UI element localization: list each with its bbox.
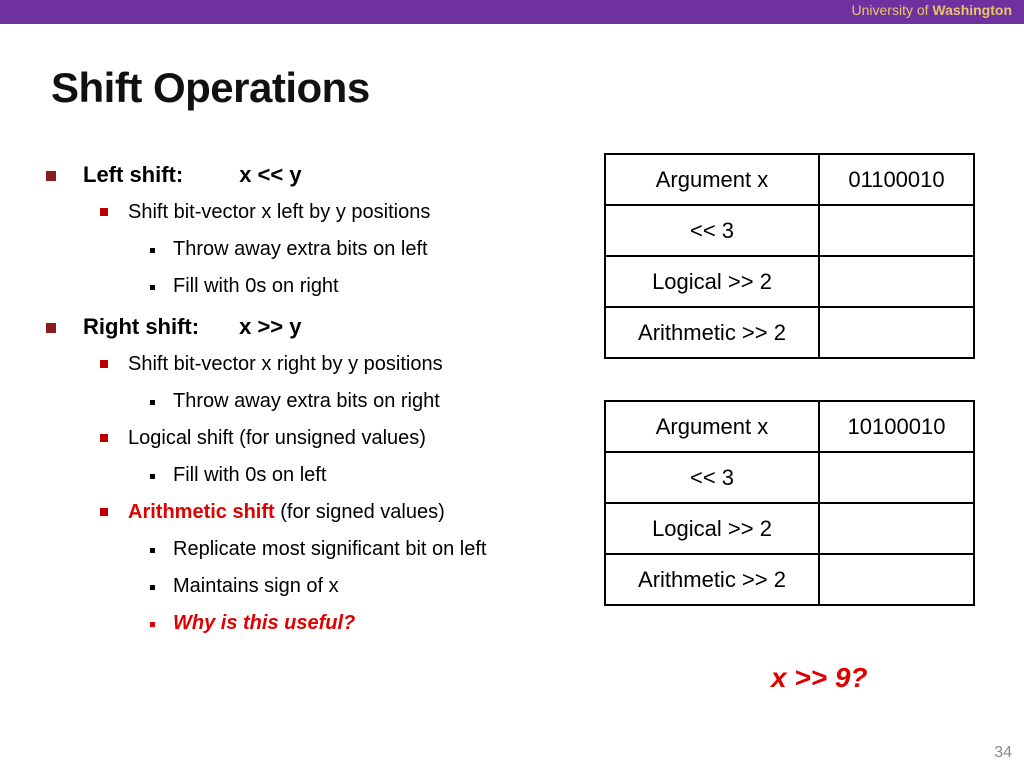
table-cell-value [819, 256, 974, 307]
table-cell-label: Argument x [605, 401, 819, 452]
sub-sub-bullet-left-b: Fill with 0s on right [173, 275, 339, 297]
sub-sub-bullet-arith-c: Why is this useful? [173, 612, 356, 634]
table-cell-label: Argument x [605, 154, 819, 205]
sub-bullet-left: Shift bit-vector x left by y positions [128, 201, 431, 223]
table-cell-value [819, 205, 974, 256]
table-row [605, 452, 974, 503]
sub-bullet-marker [100, 360, 108, 368]
university-prefix: University of [851, 2, 929, 18]
bullet-marker [46, 323, 56, 333]
sub-sub-bullet-marker [150, 248, 155, 253]
table-cell-label: << 3 [605, 205, 819, 256]
right-shift-label: Right shift: [83, 314, 200, 339]
table-cell-value: 01100010 [819, 154, 974, 205]
table-row [605, 307, 974, 358]
table-cell-label: Logical >> 2 [605, 256, 819, 307]
sub-sub-bullet-arith-b: Maintains sign of x [173, 575, 339, 597]
slide-title: Shift Operations [51, 64, 370, 111]
bullet-marker [46, 171, 56, 181]
sub-bullet-marker [100, 434, 108, 442]
left-shift-expr: x << y [239, 162, 302, 187]
table-row [605, 401, 974, 452]
sub-bullet-logical: Logical shift (for unsigned values) [128, 427, 426, 449]
table-cell-label: << 3 [605, 452, 819, 503]
sub-sub-bullet-marker [150, 474, 155, 479]
sub-sub-bullet-arith-a: Replicate most significant bit on left [173, 538, 487, 560]
table-cell-value [819, 503, 974, 554]
sub-sub-bullet-right-a: Throw away extra bits on right [173, 390, 440, 412]
question-text: x >> 9? [771, 662, 868, 693]
page-number: 34 [994, 744, 1012, 761]
sub-sub-bullet-marker [150, 548, 155, 553]
university-logo-text [852, 2, 1013, 18]
table-cell-value [819, 307, 974, 358]
sub-sub-bullet-marker [150, 622, 155, 627]
sub-bullet-right: Shift bit-vector x right by y positions [128, 353, 443, 375]
arithmetic-shift-label: Arithmetic shift [128, 501, 275, 523]
sub-bullet-arithmetic [128, 501, 445, 524]
shift-table-1 [604, 153, 975, 359]
table-cell-label: Logical >> 2 [605, 503, 819, 554]
arithmetic-shift-rest: (for signed values) [280, 501, 445, 523]
table-cell-value [819, 452, 974, 503]
right-shift-expr: x >> y [239, 314, 302, 339]
left-shift-label: Left shift: [83, 162, 184, 187]
university-name: Washington [932, 2, 1012, 18]
bullet-left-shift [83, 162, 302, 188]
sub-sub-bullet-left-a: Throw away extra bits on left [173, 238, 428, 260]
sub-sub-bullet-marker [150, 285, 155, 290]
table-cell-label: Arithmetic >> 2 [605, 307, 819, 358]
table-cell-value: 10100010 [819, 401, 974, 452]
sub-sub-bullet-logical-a: Fill with 0s on left [173, 464, 327, 486]
table-row [605, 256, 974, 307]
sub-bullet-marker [100, 508, 108, 516]
sub-sub-bullet-marker [150, 585, 155, 590]
table-row [605, 503, 974, 554]
sub-bullet-marker [100, 208, 108, 216]
sub-sub-bullet-marker [150, 400, 155, 405]
shift-table-2 [604, 400, 975, 606]
table-cell-label: Arithmetic >> 2 [605, 554, 819, 605]
table-cell-value [819, 554, 974, 605]
table-row [605, 154, 974, 205]
bullet-right-shift [83, 314, 301, 340]
table-row [605, 554, 974, 605]
table-row [605, 205, 974, 256]
